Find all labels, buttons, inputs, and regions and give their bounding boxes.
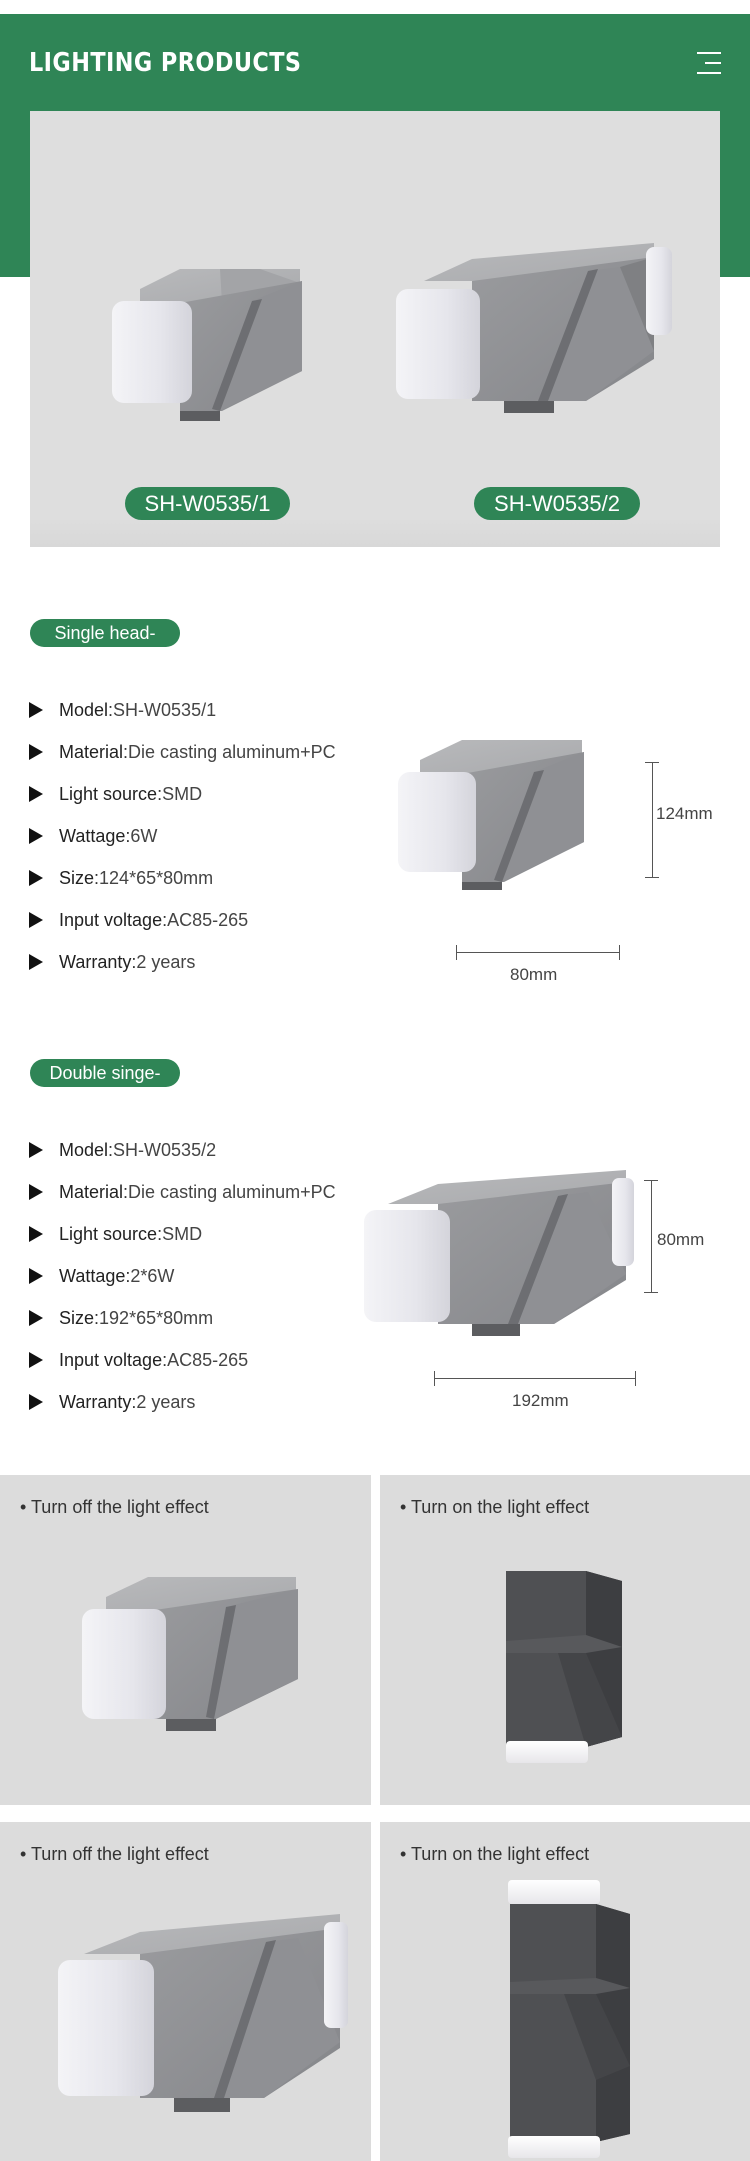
- spec-input-voltage: Input voltage : AC85-265: [29, 899, 336, 941]
- gallery-tile-off-single: • Turn off the light effect: [0, 1475, 371, 1805]
- double-height-label: 80mm: [657, 1230, 705, 1249]
- single-width-line: [456, 952, 620, 953]
- spec-warranty: Warranty : 2 years: [29, 1381, 336, 1423]
- double-head-lamp-image: [388, 241, 678, 421]
- spec-material: Material : Die casting aluminum+PC: [29, 1171, 336, 1213]
- bullet-triangle-icon: [29, 786, 43, 802]
- hamburger-menu-icon[interactable]: [697, 52, 721, 74]
- bullet-triangle-icon: [29, 870, 43, 886]
- gallery-tile-off-double: • Turn off the light effect: [0, 1822, 371, 2161]
- double-lamp-on-image: [504, 1880, 644, 2160]
- bullet-triangle-icon: [29, 954, 43, 970]
- spec-wattage: Wattage : 2*6W: [29, 1255, 336, 1297]
- bullet-triangle-icon: [29, 1352, 43, 1368]
- spec-light-source: Light source : SMD: [29, 773, 336, 815]
- hero-banner: [30, 111, 720, 547]
- bullet-triangle-icon: [29, 1226, 43, 1242]
- top-strip: [0, 0, 750, 14]
- spec-model: Model : SH-W0535/2: [29, 1129, 336, 1171]
- bullet-triangle-icon: [29, 1310, 43, 1326]
- bullet-triangle-icon: [29, 828, 43, 844]
- spec-input-voltage: Input voltage : AC85-265: [29, 1339, 336, 1381]
- bullet-triangle-icon: [29, 1268, 43, 1284]
- double-head-dimension-image: [358, 1164, 638, 1344]
- bullet-triangle-icon: [29, 702, 43, 718]
- brand-title: LIGHTING PRODUCTS: [29, 48, 302, 78]
- double-spec-list: [29, 1129, 336, 1423]
- single-lamp-on-image: [498, 1571, 638, 1771]
- spec-model: Model : SH-W0535/1: [29, 689, 336, 731]
- spec-material: Material : Die casting aluminum+PC: [29, 731, 336, 773]
- double-width-label: 192mm: [512, 1391, 569, 1410]
- double-height-line: [651, 1180, 652, 1293]
- gallery-tile-on-double: • Turn on the light effect: [380, 1822, 750, 2161]
- single-lamp-off-image: [76, 1567, 306, 1737]
- single-height-line: [652, 762, 653, 878]
- spec-size: Size : 192*65*80mm: [29, 1297, 336, 1339]
- bullet-triangle-icon: [29, 744, 43, 760]
- single-head-lamp-image: [102, 261, 342, 431]
- spec-light-source: Light source : SMD: [29, 1213, 336, 1255]
- double-lamp-off-image: [50, 1902, 350, 2122]
- spec-wattage: Wattage : 6W: [29, 815, 336, 857]
- bullet-triangle-icon: [29, 1142, 43, 1158]
- model-pill-double: SH-W0535/2: [474, 487, 640, 520]
- single-spec-list: [29, 689, 336, 983]
- bullet-triangle-icon: [29, 1394, 43, 1410]
- double-width-line: [434, 1378, 636, 1379]
- spec-warranty: Warranty : 2 years: [29, 941, 336, 983]
- single-head-dimension-image: [392, 730, 632, 890]
- gallery-tile-on-single: • Turn on the light effect: [380, 1475, 750, 1805]
- single-height-label: 124mm: [656, 804, 713, 823]
- bullet-triangle-icon: [29, 1184, 43, 1200]
- single-width-label: 80mm: [510, 965, 558, 984]
- section-tag-single: Single head-: [30, 619, 180, 647]
- bullet-triangle-icon: [29, 912, 43, 928]
- spec-size: Size : 124*65*80mm: [29, 857, 336, 899]
- section-tag-double: Double singe-: [30, 1059, 180, 1087]
- model-pill-single: SH-W0535/1: [125, 487, 290, 520]
